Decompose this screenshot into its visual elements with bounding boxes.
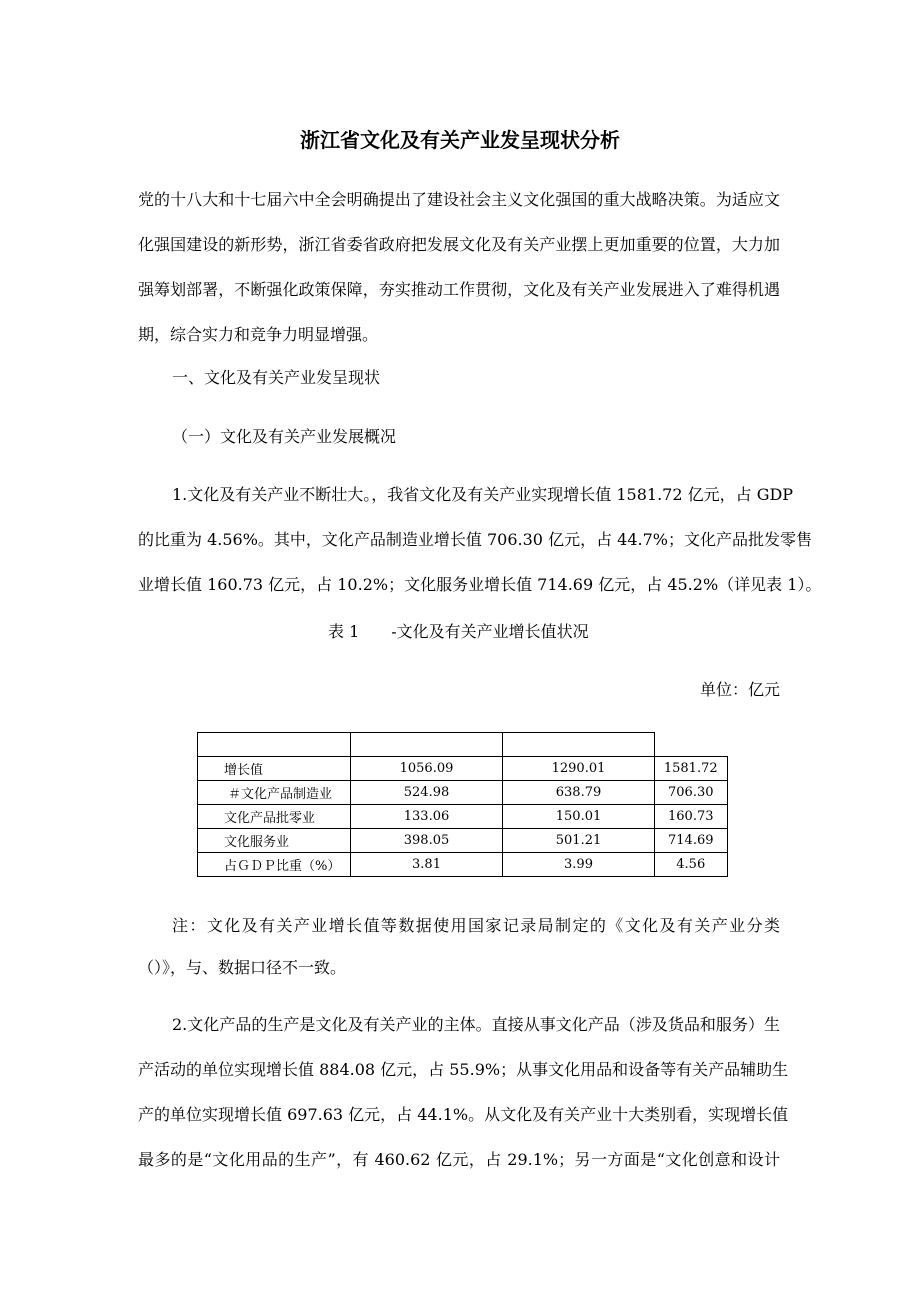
table-unit: 单位：亿元 [700, 680, 781, 699]
table-row: 文化服务业 398.05 501.21 714.69 [198, 829, 728, 853]
table-row: 文化产品批零业 133.06 150.01 160.73 [198, 805, 728, 829]
para-line: 最多的是“文化用品的生产”，有 460.62 亿元，占 29.1%；另一方面是“文化创意和设计 [138, 1150, 780, 1169]
table-row: 增长值 1056.09 1290.01 1581.72 [198, 757, 728, 781]
para-line: 业增长值 160.73 亿元，占 10.2%；文化服务业增长值 714.69 亿元，占 45.2%（详见表 1）。 [138, 575, 822, 594]
intro-line: 化强国建设的新形势，浙江省委省政府把发展文化及有关产业摆上更加重要的位置，大力加 [138, 235, 780, 254]
table-row: ＃文化产品制造业 524.98 638.79 706.30 [198, 781, 728, 805]
growth-value-table [197, 732, 728, 877]
intro-line: 党的十八大和十七届六中全会明确提出了建设社会主义文化强国的重大战略决策。为适应文 [138, 190, 780, 209]
subsection-heading: （一）文化及有关产业发展概况 [172, 427, 397, 446]
intro-line: 期，综合实力和竞争力明显增强。 [138, 325, 379, 344]
para-line: 产的单位实现增长值 697.63 亿元，占 44.1%。从文化及有关产业十大类别看，实现增长值 [138, 1105, 789, 1124]
table-caption: 表 1 -文化及有关产业增长值状况 [328, 622, 589, 641]
para-line: 的比重为 4.56%。其中，文化产品制造业增长值 706.30 亿元，占 44.7%；文化产品批发零售 [138, 530, 812, 549]
para-line: 产活动的单位实现增长值 884.08 亿元，占 55.9%；从事文化用品和设备等有关产品辅助生 [138, 1060, 789, 1079]
intro-line: 强筹划部署，不断强化政策保障，夯实推动工作贯彻，文化及有关产业发展进入了难得机遇 [138, 280, 780, 299]
note-line: （）》，与、数据口径不一致。 [138, 958, 347, 977]
page-title: 浙江省文化及有关产业发呈现状分析 [300, 128, 620, 152]
section-heading: 一、文化及有关产业发呈现状 [172, 368, 381, 387]
table-row: 占ＧＤＰ比重（%） 3.81 3.99 4.56 [198, 853, 728, 877]
table-header-row [198, 733, 728, 757]
para-line: 2.文化产品的生产是文化及有关产业的主体。直接从事文化产品（涉及货品和服务）生 [172, 1015, 780, 1034]
para-line: 1.文化及有关产业不断壮大。，我省文化及有关产业实现增长值 1581.72 亿元，占 GDP [172, 485, 794, 504]
note-line: 注：文化及有关产业增长值等数据使用国家记录局制定的《文化及有关产业分类 [172, 916, 780, 935]
